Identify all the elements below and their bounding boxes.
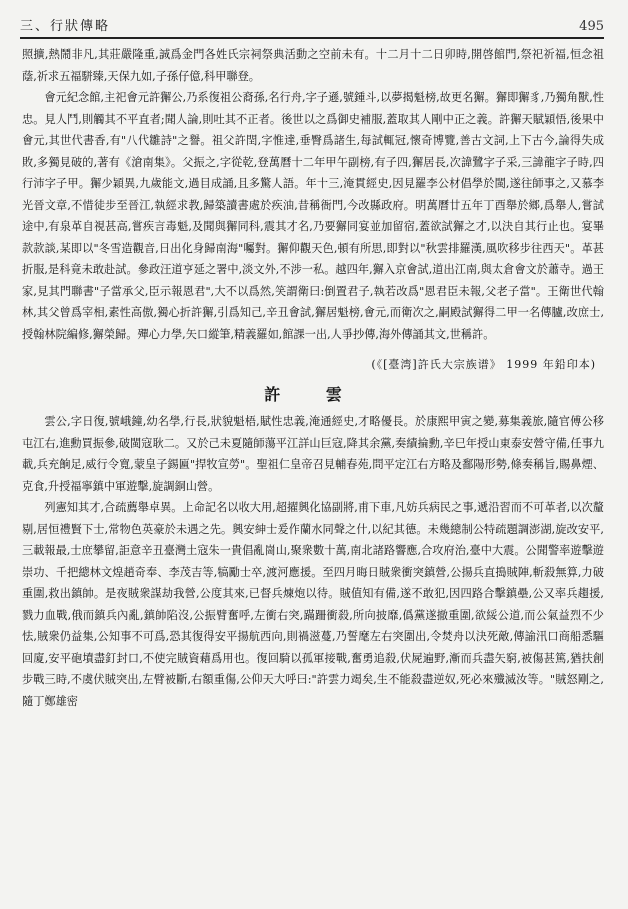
paragraph-biography-2: 列憲知其才,合疏薦舉卓異。上命記名以收大用,超擢興化協副將,甫下車,凡妨兵病民之事,遞沿習而不可革者,以次釐剔,居恒禮賢下士,常物色英豪於未遇之先。興安紳士爰作蘭水同聲之什,以紀其德。未幾總制公特疏題調澎湖,旋改安平,三載報最,士庶攀留,詎意辛丑臺灣土寇朱一貴倡亂崗山,聚衆數十萬,南北諸路響應,合攻府治,臺中大震。公聞警率遊擊遊崇功、千把總林文煌趙奇奉、李茂吉等,犒勵士卒,渡河應援。至四月晦日賊衆衝突鎮營,公揚兵直搗賊陣,斬殺無算,力破重圍,救出鎮帥。是夜賊衆謀劫我營,公度其來,已督兵煉炮以待。賊值知有備,遂不敢犯,因四路合擊鎮壘,公又率兵趨援,戮力血戰,俄而鎮兵內亂,鎮帥陷沒,公振臂奮呼,左衝右突,蹣跚衝殺,所向披靡,僞黨遂撤重圍,欲綏公道,而公氣益烈不少怯,賊衆仍益集,公知事不可爲,恐其復得安平揚航西向,則禍滋蔓,乃誓麾左右突圍出,令焚舟以決死敵,傳諭汛口商船悉驅回廈,安平砲墳盡釘封口,不使完賊資藉爲用也。復回騎以孤軍接戰,奮勇追殺,伏屍遍野,漸而兵盡矢窮,被傷甚篤,猶扶創步戰三時,不虞伏賊突出,左臂被斷,右額重傷,公仰天大呼曰:"許雲力竭矣,生不能殺盡逆奴,死必來殲滅汝等。"賊怒剛之,隨丁鄭雄密 [22, 501, 604, 708]
paragraph-continued: 照擴,熱鬧非凡,其莊嚴隆重,誠爲金門各姓氏宗祠祭典活動之空前未有。十二月十二日卯時,開啓館門,祭祀祈福,恒念祖蔭,祈求五福駢臻,天保九如,子孫仔億,科甲聯登。 [22, 48, 604, 83]
header-rule [20, 37, 604, 39]
body-text [22, 44, 604, 712]
source-citation: (《[臺湾]許氏大宗族谱》 1999 年鉛印本) [371, 358, 596, 371]
running-header [20, 10, 604, 34]
running-title: 三、行狀傳略 [20, 19, 111, 34]
paragraph-biography-1: 雲公,字日復,號峨鐘,幼名學,行長,狀貌魁梧,賦性忠義,淹通經史,才略優長。於康熙甲寅之變,募集義旅,隨官傅公移屯江右,進勳買振參,破閩寇耿二。又於己未夏隨師蕩平江詳山巨寇,降其余黨,奏績掄勳,辛巳年授山東泰安營守備,任事九載,兵充餉足,威行令寬,蒙皇子錫匾"捍牧宣勞"。聖祖仁皇帝召見輔春苑,問平定江右方略及鄱陽形勢,條奏稱旨,賜鼻煙、克食,升授福寧鎮中軍遊擊,旋調銅山營。 [22, 415, 604, 493]
page-number: 495 [579, 19, 604, 34]
section-title: 許 雲 [264, 384, 362, 404]
paragraph-huiyuan-memorial: 會元紀念館,主祀會元許獬公,乃系復祖公裔孫,名行舟,字子遜,號鍾斗,以夢揭魁榜,故更名獬。獬即獬豸,乃獨角獸,性忠。見人鬥,則觸其不平直者;聞人論,則吐其不正者。後世以之爲御史補服,蓋取其人剛中正之義。許獬天賦穎悟,後果中會元,其世代書香,有"八代雛詩"之譽。祖父許閏,字惟達,垂臀爲諸生,每試輒冠,懷奇博覽,善古文詞,上下古今,論得失成敗,多獨見破的,著有《滄南集》。父振之,字從乾,登萬曆十二年甲午副榜,有子四,獬居長,次諱鷺字子采,三諱龍字子時,四行沛字子甲。獬少穎異,九歲能文,過目成誦,且多驚人語。年十三,淹貫經史,因見羅李公材倡學於閩,遂往師事之,又慕李光晉文章,不惜徒步至晉江,執經求教,歸築讀書處於疾油,昔稱衙門,今改縣政府。明萬曆廿五年丁酉舉於鄉,爲舉人,嘗試途中,有泉革自視甚高,嘗疾言毒魁,及聞與獬同科,震其才名,乃要獬同宴並加留宿,蓋欲試獬之才,以決自其行止也。宴畢款款談,某即以"冬雪造觀音,日出化身歸南海"囑對。獬仰觀天色,頓有所思,即對以"秋雲排羅漢,風吹移步往西天"。革甚折服,是科竟未敢赴試。參政汪道亨延之署中,淡文外,不涉一私。越四年,獬入京會試,道出江南,與太倉會文於蕭寺。過王家,見其門聯書"子當承父,臣示報恩君",大不以爲然,笑謂衛曰:倒置君子,執若改爲"恩君臣未報,父老子當"。王衛世代翰林,其父曾爲宰相,素性高傲,獨心折許獬,引爲知己,辛丑會試,獬居魁榜,會元,而衛次之,嗣殿試獬得二甲一名傳臚,改庶士,授翰林院編修,獬榮歸。殫心力學,矢口縱筆,精義羅如,館課一出,人爭抄傳,海外傳誦其文,世稱許。 [22, 91, 604, 341]
